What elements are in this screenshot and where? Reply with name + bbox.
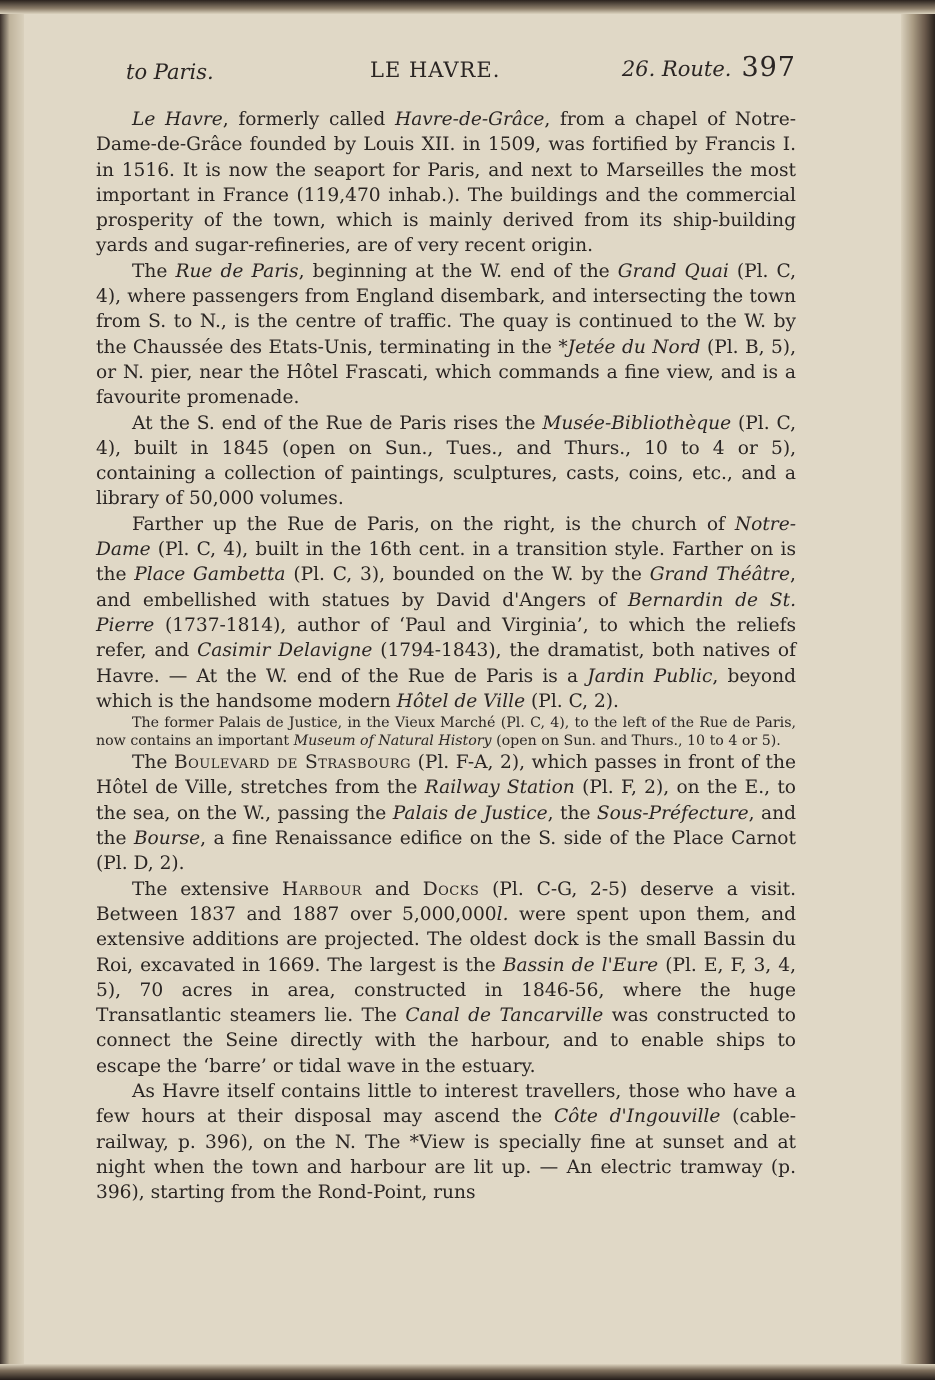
- paragraph: Farther up the Rue de Paris, on the right, is the church of Notre-Dame (Pl. C, 4), built in the 16th cent. in a transition style. Farther on is the Place Gambetta (Pl. C, 3), bounded on the W. by the Grand Théâtre, and embellished with statues by David d'Angers of Bernardin de St. Pierre (1737-1814), author of ‘Paul and Virginia’, to which the reliefs refer, and Casimir Delavigne (1794-1843), the dramatist, both natives of Havre. — At the W. end of the Rue de Paris is a Jardin Public, beyond which is the handsome modern Hôtel de Ville (Pl. C, 2).: [96, 513, 796, 712]
- header-title: LE HAVRE.: [370, 58, 501, 82]
- paragraph: Le Havre, formerly called Havre-de-Grâce, from a chapel of Notre-Dame-de-Grâce founded by Louis XII. in 1509, was fortified by Francis I. in 1516. It is now the seaport for Paris, and next to Marseilles the most important in France (119,470 inhab.). The buildings and the commercial prosperity of the town, which is mainly derived from its ship-building yards and sugar-refineries, are of very recent origin.: [96, 109, 796, 257]
- paragraph: The Boulevard de Strasbourg (Pl. F-A, 2), which passes in front of the Hôtel de Ville, stretches from the Railway Station (Pl. F, 2), on the E., to the sea, on the W., passing the Palais de Justice, the Sous-Préfecture, and the Bourse, a fine Renaissance edifice on the S. side of the Place Carnot (Pl. D, 2).: [96, 752, 796, 875]
- header-route: 26. Route.: [621, 57, 732, 81]
- page-body: [96, 107, 796, 1205]
- header-right: [622, 52, 796, 83]
- page-edge-top: [0, 0, 935, 14]
- page-edge-right: [901, 0, 935, 1380]
- page-number: 397: [741, 52, 796, 83]
- paragraph: The Rue de Paris, beginning at the W. end of the Grand Quai (Pl. C, 4), where passengers from England disembark, and intersecting the town from S. to N., is the centre of traffic. The quay is continued to the W. by the Chaussée des Etats-Unis, terminating in the *Jetée du Nord (Pl. B, 5), or N. pier, near the Hôtel Frascati, which commands a fine view, and is a favourite promenade.: [96, 260, 797, 409]
- running-header: [96, 52, 796, 86]
- header-left: to Paris.: [126, 60, 214, 84]
- page-edge-bottom: [0, 1364, 935, 1380]
- note-paragraph: The former Palais de Justice, in the Vieux Marché (Pl. C, 4), to the left of the Rue de Paris, now contains an important Museum of Natural History (open on Sun. and Thurs., 10 to 4 or 5).: [96, 715, 796, 750]
- paragraph: As Havre itself contains little to interest travellers, those who have a few hours at their disposal may ascend the Côte d'Ingouville (cable-railway, p. 396), on the N. The *View is specially fine at sunset and at night when the town and harbour are lit up. — An electric tramway (p. 396), starting from the Rond-Point, runs: [96, 1080, 797, 1204]
- page-edge-left: [0, 0, 24, 1380]
- paragraph: The extensive Harbour and Docks (Pl. C-G, 2-5) deserve a visit. Between 1837 and 1887 over 5,000,000l. were spent upon them, and extensive additions are projected. The oldest dock is the small Bassin du Roi, excavated in 1669. The largest is the Bassin de l'Eure (Pl. E, F, 3, 4, 5), 70 acres in area, constructed in 1846-56, where the huge Transatlantic steamers lie. The Canal de Tancarville was constructed to connect the Seine directly with the harbour, and to enable ships to escape the ‘barre’ or tidal wave in the estuary.: [96, 878, 796, 1077]
- paragraph: At the S. end of the Rue de Paris rises the Musée-Bibliothèque (Pl. C, 4), built in 1845 (open on Sun., Tues., and Thurs., 10 to 4 or 5), containing a collection of paintings, sculptures, casts, coins, etc., and a library of 50,000 volumes.: [96, 412, 796, 510]
